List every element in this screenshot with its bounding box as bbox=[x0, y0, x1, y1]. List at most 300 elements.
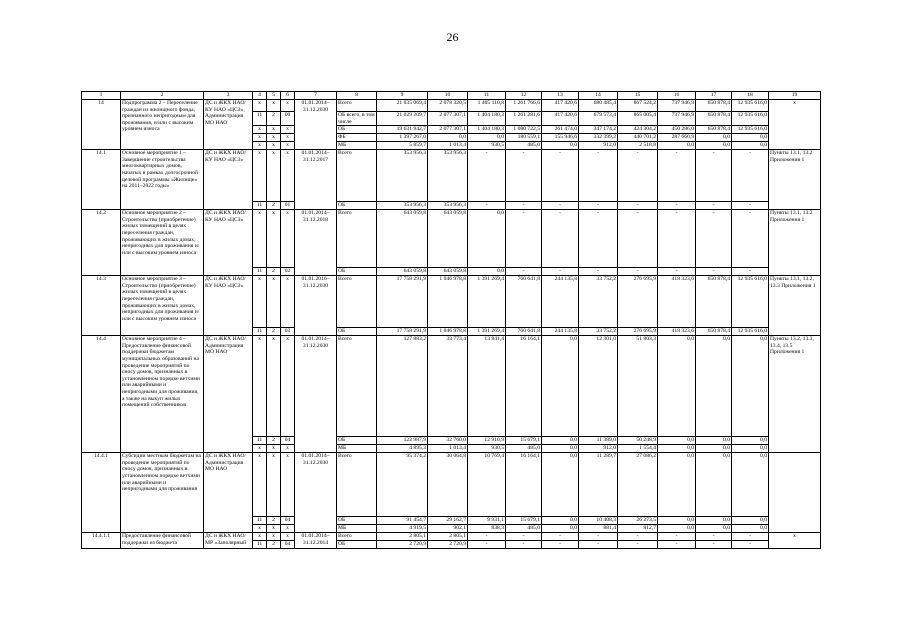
code-cell: х bbox=[281, 126, 295, 134]
amount-cell: 0,0 bbox=[732, 525, 769, 533]
amount-cell: 650 878,4 bbox=[696, 100, 732, 112]
funding-source: МБ bbox=[337, 142, 377, 150]
budget-table bbox=[81, 91, 821, 549]
amount-cell: 10 408,3 bbox=[579, 517, 618, 525]
amount-cell: 760 641,8 bbox=[506, 328, 542, 336]
amount-cell: 679 573,4 bbox=[579, 112, 618, 126]
amount-cell: 0,0 bbox=[658, 517, 696, 525]
amount-cell: 1 404 180,3 bbox=[468, 126, 506, 134]
row-number: 14.4 bbox=[82, 336, 121, 453]
amount-cell: 15 679,1 bbox=[506, 517, 542, 525]
amount-cell: 0,0 bbox=[696, 525, 732, 533]
funding-source: Всего bbox=[337, 336, 377, 437]
amount-cell: 33 752,2 bbox=[579, 328, 618, 336]
amount-cell: 16 164,1 bbox=[506, 336, 542, 437]
code-cell: х bbox=[281, 453, 295, 517]
amount-cell: 1 046 978,8 bbox=[428, 276, 468, 328]
note: Пункты 13.2, 13.3, 13.4, 13.5 Приложения 1 bbox=[769, 336, 821, 453]
amount-cell: 0,0 bbox=[696, 336, 732, 437]
table-row bbox=[82, 336, 821, 437]
amount-cell: - bbox=[468, 150, 506, 202]
code-cell: х bbox=[267, 100, 281, 112]
code-cell: х bbox=[281, 533, 295, 541]
column-number: 11 bbox=[468, 92, 506, 100]
amount-cell: 0,0 bbox=[468, 210, 506, 268]
code-cell: х bbox=[267, 126, 281, 134]
amount-cell: 2 805,1 bbox=[377, 533, 428, 541]
amount-cell: 50 248,9 bbox=[618, 437, 658, 445]
code-cell: 2 bbox=[267, 541, 281, 549]
code-cell: 2 bbox=[267, 268, 281, 276]
table-row bbox=[82, 100, 821, 112]
code-cell: х bbox=[267, 210, 281, 268]
amount-cell: - bbox=[579, 210, 618, 268]
amount-cell: 127 883,2 bbox=[377, 336, 428, 437]
amount-cell: - bbox=[658, 150, 696, 202]
amount-cell: 0,0 bbox=[696, 134, 732, 142]
code-cell: х bbox=[253, 533, 267, 541]
column-number: 14 bbox=[579, 92, 618, 100]
amount-cell: 21 035 069,4 bbox=[377, 100, 428, 112]
code-cell: х bbox=[267, 276, 281, 328]
amount-cell: - bbox=[506, 210, 542, 268]
amount-cell: 417 420,6 bbox=[542, 100, 579, 112]
table-row bbox=[82, 150, 821, 202]
note: Пункты 13.1, 13.2 Приложения 1 bbox=[769, 150, 821, 210]
funding-source: ОБ bbox=[337, 268, 377, 276]
code-cell: х bbox=[267, 142, 281, 150]
code-cell: х bbox=[281, 150, 295, 202]
amount-cell: 0,0 bbox=[732, 336, 769, 437]
period: 01.01.2016– 31.12.2030 bbox=[295, 276, 337, 336]
amount-cell: - bbox=[696, 541, 732, 549]
funding-source: Всего bbox=[337, 453, 377, 517]
amount-cell: - bbox=[696, 533, 732, 541]
amount-cell: 1 554,4 bbox=[618, 445, 658, 453]
amount-cell: - bbox=[579, 541, 618, 549]
code-cell: х bbox=[281, 336, 295, 437]
amount-cell: 10 769,4 bbox=[468, 453, 506, 517]
amount-cell: 643 059,8 bbox=[377, 210, 428, 268]
amount-cell: - bbox=[468, 533, 506, 541]
code-cell: 00 bbox=[281, 112, 295, 126]
amount-cell: - bbox=[732, 150, 769, 202]
amount-cell: 643 059,8 bbox=[428, 210, 468, 268]
event-name: Основное мероприятие 3 – Строительство (приобретение) жилых помещений в целях переселения граждан, проживающих в жилых домах, непригодных для проживания и/или с высоким уровнем износа bbox=[121, 276, 204, 336]
amount-cell: 930,5 bbox=[468, 445, 506, 453]
amount-cell: 261 474,0 bbox=[542, 126, 579, 134]
code-cell: х bbox=[267, 445, 281, 453]
amount-cell: 643 059,8 bbox=[428, 268, 468, 276]
code-cell: х bbox=[281, 445, 295, 453]
executor: ДС и ЖКХ НАО/ КУ НАО «ЦСЗ» bbox=[204, 276, 253, 336]
period: 01.01.2014– 31.12.2017 bbox=[295, 150, 337, 210]
amount-cell: - bbox=[579, 533, 618, 541]
amount-cell: 347 174,2 bbox=[579, 126, 618, 134]
amount-cell: 0,0 bbox=[732, 445, 769, 453]
amount-cell: 21 029 209,7 bbox=[377, 112, 428, 126]
code-cell: х bbox=[281, 276, 295, 328]
amount-cell: 11 389,0 bbox=[579, 437, 618, 445]
code-cell: 02 bbox=[281, 268, 295, 276]
amount-cell: - bbox=[732, 210, 769, 268]
amount-cell: 29 162,7 bbox=[428, 517, 468, 525]
amount-cell: 485,0 bbox=[506, 142, 542, 150]
amount-cell: 902,1 bbox=[428, 525, 468, 533]
column-number: 8 bbox=[337, 92, 377, 100]
amount-cell: 838,3 bbox=[468, 525, 506, 533]
amount-cell: - bbox=[732, 541, 769, 549]
amount-cell: 95 374,2 bbox=[377, 453, 428, 517]
funding-source: Всего bbox=[337, 100, 377, 112]
code-cell: х bbox=[253, 336, 267, 437]
executor: ДС и ЖКХ НАО/ КУ НАО «ЦСЗ» bbox=[204, 210, 253, 276]
column-number: 16 bbox=[658, 92, 696, 100]
amount-cell: - bbox=[506, 150, 542, 202]
funding-source: МБ bbox=[337, 525, 377, 533]
code-cell: х bbox=[281, 134, 295, 142]
amount-cell: 0,0 bbox=[658, 525, 696, 533]
amount-cell: 424 304,2 bbox=[618, 126, 658, 134]
event-name: Основное мероприятие 4 – Предоставление финансовой поддержки бюджетам муниципальных образований на проведение мероприятий по сносу домов, признанных в установленном порядке ветхими или аварийными и непригодными для проживания, а также на выкуп жилых помещений собственников bbox=[121, 336, 204, 453]
amount-cell: 0,0 bbox=[658, 437, 696, 445]
amount-cell: 1 397 267,0 bbox=[377, 134, 428, 142]
amount-cell: 2 720,9 bbox=[377, 541, 428, 549]
funding-source: ОБ bbox=[337, 437, 377, 445]
amount-cell: 0,0 bbox=[732, 437, 769, 445]
code-cell: 04 bbox=[281, 517, 295, 525]
amount-cell: 2 077 307,1 bbox=[428, 112, 468, 126]
amount-cell: 12 935 616,0 bbox=[732, 276, 769, 328]
period: 01.01.2014– 31.12.2030 bbox=[295, 453, 337, 533]
amount-cell: - bbox=[732, 268, 769, 276]
code-cell: 11 bbox=[253, 328, 267, 336]
code-cell: х bbox=[281, 210, 295, 268]
amount-cell: - bbox=[658, 533, 696, 541]
amount-cell: 0,0 bbox=[732, 142, 769, 150]
code-cell: 2 bbox=[267, 328, 281, 336]
event-name: Основное мероприятие 2 – Строительство (приобретение) жилых помещений в целях переселения граждан, проживающих в жилых домах, непригодных для проживания и/или с высоким уровнем износа bbox=[121, 210, 204, 276]
amount-cell: - bbox=[618, 202, 658, 210]
funding-source: ОБ bbox=[337, 328, 377, 336]
column-number: 19 bbox=[769, 92, 821, 100]
amount-cell: - bbox=[658, 541, 696, 549]
column-number: 18 bbox=[732, 92, 769, 100]
executor: ДС и ЖКХ НАО/ МР «Заполярный bbox=[204, 533, 253, 549]
column-number: 4 bbox=[253, 92, 267, 100]
amount-cell: 2 077 307,1 bbox=[428, 126, 468, 134]
amount-cell: - bbox=[696, 268, 732, 276]
amount-cell: 0,0 bbox=[542, 453, 579, 517]
amount-cell: 287 660,9 bbox=[658, 134, 696, 142]
event-name: Субсидии местным бюджетам на проведение мероприятий по сносу домов, признанных в установленном порядке ветхими или аварийными и непригодными для проживания bbox=[121, 453, 204, 533]
page-number: 26 bbox=[446, 30, 459, 44]
amount-cell: 0,0 bbox=[732, 453, 769, 517]
amount-cell: - bbox=[696, 202, 732, 210]
period: 01.01.2014– 31.12.2030 bbox=[295, 100, 337, 150]
code-cell: х bbox=[253, 276, 267, 328]
amount-cell: 650 878,4 bbox=[696, 126, 732, 134]
amount-cell: 353 956,3 bbox=[377, 150, 428, 202]
column-number: 7 bbox=[295, 92, 337, 100]
code-cell: х bbox=[253, 126, 267, 134]
amount-cell: 0,0 bbox=[658, 336, 696, 437]
event-name: Подпрограмма 2 – Переселение граждан из жилищного фонда, признанного непригодным для проживания, и/или с высоким уровнем износа bbox=[121, 100, 204, 150]
amount-cell: 0,0 bbox=[696, 445, 732, 453]
amount-cell: 0,0 bbox=[542, 525, 579, 533]
note bbox=[769, 453, 821, 533]
column-number: 17 bbox=[696, 92, 732, 100]
amount-cell: 0,0 bbox=[468, 268, 506, 276]
amount-cell: - bbox=[658, 210, 696, 268]
amount-cell: - bbox=[579, 150, 618, 202]
row-number: 14.3 bbox=[82, 276, 121, 336]
code-cell: х bbox=[253, 445, 267, 453]
amount-cell: 0,0 bbox=[696, 437, 732, 445]
amount-cell: 0,0 bbox=[542, 336, 579, 437]
amount-cell: 2 720,9 bbox=[428, 541, 468, 549]
amount-cell: 0,0 bbox=[658, 445, 696, 453]
code-cell: х bbox=[253, 525, 267, 533]
amount-cell: 0,0 bbox=[542, 142, 579, 150]
amount-cell: - bbox=[542, 202, 579, 210]
funding-source: ОБ bbox=[337, 202, 377, 210]
amount-cell: 1 404 180,3 bbox=[468, 112, 506, 126]
amount-cell: 353 956,3 bbox=[377, 202, 428, 210]
code-cell: 11 bbox=[253, 112, 267, 126]
amount-cell: 16 164,1 bbox=[506, 453, 542, 517]
amount-cell: 1 080 722,5 bbox=[506, 126, 542, 134]
code-cell: 11 bbox=[253, 517, 267, 525]
amount-cell: - bbox=[618, 150, 658, 202]
amount-cell: 12 935 616,0 bbox=[732, 328, 769, 336]
amount-cell: - bbox=[618, 541, 658, 549]
funding-source: ОБ bbox=[337, 126, 377, 134]
amount-cell: 32 760,0 bbox=[428, 437, 468, 445]
amount-cell: 17 758 291,9 bbox=[377, 328, 428, 336]
amount-cell: - bbox=[542, 533, 579, 541]
amount-cell: 1 405 110,8 bbox=[468, 100, 506, 112]
amount-cell: 867 524,2 bbox=[618, 100, 658, 112]
period: 01.01.2014– 31.12.2018 bbox=[295, 210, 337, 276]
amount-cell: 9 931,1 bbox=[468, 517, 506, 525]
amount-cell: - bbox=[658, 268, 696, 276]
amount-cell: 244 135,8 bbox=[542, 328, 579, 336]
row-number: 14.1 bbox=[82, 150, 121, 210]
code-cell: 11 bbox=[253, 202, 267, 210]
code-cell: 2 bbox=[267, 202, 281, 210]
column-number: 15 bbox=[618, 92, 658, 100]
amount-cell: 760 641,8 bbox=[506, 276, 542, 328]
amount-cell: 912,0 bbox=[579, 142, 618, 150]
amount-cell: 0,0 bbox=[542, 517, 579, 525]
code-cell: х bbox=[281, 525, 295, 533]
column-number: 12 bbox=[506, 92, 542, 100]
amount-cell: - bbox=[618, 210, 658, 268]
amount-cell: - bbox=[468, 202, 506, 210]
note: х bbox=[769, 100, 821, 150]
amount-cell: 27 086,2 bbox=[618, 453, 658, 517]
funding-source: ОБ bbox=[337, 517, 377, 525]
amount-cell: 485,0 bbox=[506, 445, 542, 453]
amount-cell: 276 695,9 bbox=[618, 328, 658, 336]
amount-cell: - bbox=[579, 202, 618, 210]
amount-cell: - bbox=[732, 202, 769, 210]
amount-cell: 450 286,0 bbox=[658, 126, 696, 134]
amount-cell: - bbox=[579, 268, 618, 276]
column-numbers-row bbox=[82, 92, 821, 100]
row-number: 14.2 bbox=[82, 210, 121, 276]
column-number: 6 bbox=[281, 92, 295, 100]
event-name: Основное мероприятие 1 – Завершение строительства многоквартирных домов, начатых в рамках долгосрочной целевой программы «Жилище» на 2011–2022 годы» bbox=[121, 150, 204, 210]
row-number: 14 bbox=[82, 100, 121, 150]
column-number: 2 bbox=[121, 92, 204, 100]
executor: ДС и ЖКХ НАО/ КУ НАО «ЦСЗ» bbox=[204, 150, 253, 210]
funding-source: ФБ bbox=[337, 134, 377, 142]
note: х bbox=[769, 533, 821, 549]
funding-source: ОБ bbox=[337, 541, 377, 549]
amount-cell: 1 046 978,8 bbox=[428, 328, 468, 336]
amount-cell: 1 261 281,6 bbox=[506, 112, 542, 126]
code-cell: х bbox=[267, 336, 281, 437]
amount-cell: 12 935 616,0 bbox=[732, 100, 769, 112]
amount-cell: 418 323,6 bbox=[658, 328, 696, 336]
amount-cell: 12 301,0 bbox=[579, 336, 618, 437]
code-cell: х bbox=[267, 134, 281, 142]
period: 01.01.2014– 31.12.2030 bbox=[295, 336, 337, 453]
amount-cell: 12 935 616,0 bbox=[732, 112, 769, 126]
amount-cell: 12 935 616,0 bbox=[732, 126, 769, 134]
amount-cell: 2 078 320,5 bbox=[428, 100, 468, 112]
code-cell: х bbox=[253, 142, 267, 150]
amount-cell: - bbox=[542, 150, 579, 202]
amount-cell: 0,0 bbox=[696, 517, 732, 525]
amount-cell: 650 878,4 bbox=[696, 276, 732, 328]
amount-cell: 17 758 291,9 bbox=[377, 276, 428, 328]
code-cell: 11 bbox=[253, 437, 267, 445]
amount-cell: 485,0 bbox=[506, 525, 542, 533]
amount-cell: 650 878,4 bbox=[696, 112, 732, 126]
amount-cell: 2 518,8 bbox=[618, 142, 658, 150]
code-cell: 04 bbox=[281, 437, 295, 445]
amount-cell: 643 059,8 bbox=[377, 268, 428, 276]
amount-cell: 912,0 bbox=[579, 445, 618, 453]
column-number: 10 bbox=[428, 92, 468, 100]
column-number: 5 bbox=[267, 92, 281, 100]
amount-cell: 1 391 269,4 bbox=[468, 276, 506, 328]
amount-cell: - bbox=[542, 541, 579, 549]
executor: ДС и ЖКХ НАО/ Администрация МО НАО bbox=[204, 336, 253, 453]
funding-source: ОБ всего, в том числе bbox=[338, 112, 375, 125]
amount-cell: 332 399,2 bbox=[579, 134, 618, 142]
executor: ДС и ЖКХ НАО/ КУ НАО «ЦСЗ», Администрация МО НАО bbox=[204, 100, 253, 150]
amount-cell: 13 841,4 bbox=[468, 336, 506, 437]
row-number: 14.4.1 bbox=[82, 453, 121, 533]
amount-cell: 0,0 bbox=[658, 142, 696, 150]
amount-cell: 0,0 bbox=[696, 142, 732, 150]
amount-cell: - bbox=[696, 210, 732, 268]
amount-cell: 26 273,5 bbox=[618, 517, 658, 525]
code-cell: х bbox=[267, 533, 281, 541]
amount-cell: - bbox=[732, 533, 769, 541]
amount-cell: 1 391 269,4 bbox=[468, 328, 506, 336]
funding-source: МБ bbox=[337, 445, 377, 453]
code-cell: 2 bbox=[267, 112, 281, 126]
funding-source: Всего bbox=[337, 210, 377, 268]
amount-cell: 737 946,9 bbox=[658, 112, 696, 126]
amount-cell: 650 878,4 bbox=[696, 328, 732, 336]
column-number: 9 bbox=[377, 92, 428, 100]
amount-cell: 244 135,8 bbox=[542, 276, 579, 328]
period: 01.01.2014– 31.12.2014 bbox=[295, 533, 337, 549]
code-cell: х bbox=[253, 453, 267, 517]
funding-source: Всего bbox=[337, 276, 377, 328]
code-cell: х bbox=[253, 150, 267, 202]
code-cell: х bbox=[267, 525, 281, 533]
table-row bbox=[82, 276, 821, 328]
executor: ДС и ЖКХ НАО/ Администрация МО НАО bbox=[204, 453, 253, 533]
code-cell: 11 bbox=[253, 268, 267, 276]
code-cell: 04 bbox=[281, 541, 295, 549]
amount-cell: 155 946,6 bbox=[542, 134, 579, 142]
amount-cell: 180 559,1 bbox=[506, 134, 542, 142]
table-row bbox=[82, 210, 821, 268]
amount-cell: 122 987,9 bbox=[377, 437, 428, 445]
code-cell: х bbox=[267, 453, 281, 517]
code-cell: х bbox=[281, 100, 295, 112]
code-cell: 01 bbox=[281, 202, 295, 210]
amount-cell: 353 956,3 bbox=[428, 202, 468, 210]
table-row bbox=[82, 533, 821, 541]
amount-cell: 812,7 bbox=[618, 525, 658, 533]
code-cell: х bbox=[253, 210, 267, 268]
amount-cell: 0,0 bbox=[428, 134, 468, 142]
amount-cell: 353 956,3 bbox=[428, 150, 468, 202]
amount-cell: - bbox=[696, 150, 732, 202]
amount-cell: 881,4 bbox=[579, 525, 618, 533]
amount-cell: - bbox=[658, 202, 696, 210]
amount-cell: 276 695,9 bbox=[618, 276, 658, 328]
amount-cell: 930,5 bbox=[468, 142, 506, 150]
funding-source: Всего bbox=[337, 150, 377, 202]
amount-cell: 0,0 bbox=[732, 517, 769, 525]
amount-cell: 12 910,9 bbox=[468, 437, 506, 445]
amount-cell: 5 859,7 bbox=[377, 142, 428, 150]
amount-cell: - bbox=[618, 533, 658, 541]
amount-cell: 0,0 bbox=[542, 437, 579, 445]
amount-cell: - bbox=[542, 210, 579, 268]
amount-cell: 4 895,3 bbox=[377, 445, 428, 453]
amount-cell: 1 013,4 bbox=[428, 142, 468, 150]
amount-cell: 737 946,9 bbox=[658, 100, 696, 112]
code-cell: 2 bbox=[267, 517, 281, 525]
amount-cell: 30 064,8 bbox=[428, 453, 468, 517]
amount-cell: 440 701,2 bbox=[618, 134, 658, 142]
note: Пункты 13.1, 13.2 Приложения 1 bbox=[769, 210, 821, 276]
code-cell: 11 bbox=[253, 541, 267, 549]
amount-cell: 0,0 bbox=[732, 134, 769, 142]
amount-cell: - bbox=[506, 541, 542, 549]
note: Пункты 13.1, 13.2, 13.3 Приложения 1 bbox=[769, 276, 821, 336]
column-number: 3 bbox=[204, 92, 253, 100]
code-cell: 03 bbox=[281, 328, 295, 336]
amount-cell: - bbox=[618, 268, 658, 276]
code-cell: х bbox=[281, 142, 295, 150]
amount-cell: 0,0 bbox=[696, 453, 732, 517]
funding-source: Всего bbox=[337, 533, 377, 541]
amount-cell: 417 420,6 bbox=[542, 112, 579, 126]
amount-cell: 1 261 766,6 bbox=[506, 100, 542, 112]
